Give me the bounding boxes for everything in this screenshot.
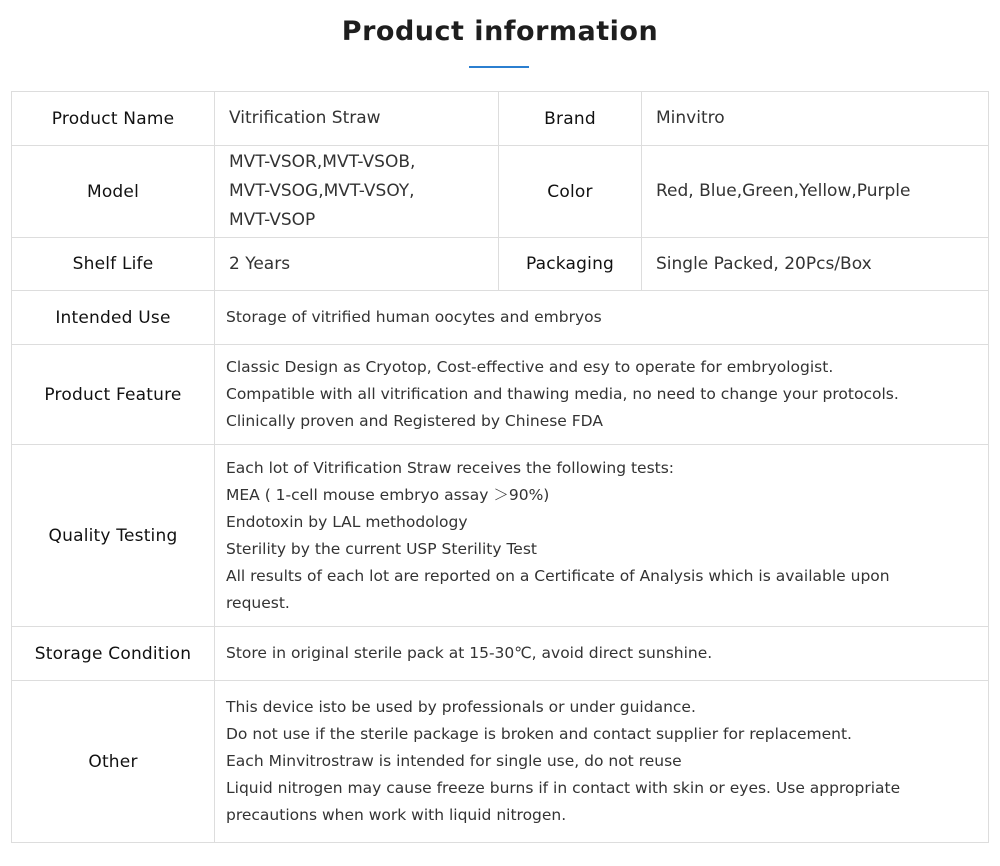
model-line: MVT-VSOP [229,210,316,230]
feature-line: Compatible with all vitrification and thawing media, no need to change your protocols. [226,385,899,403]
quality-line: MEA ( 1-cell mouse embryo assay ＞90%) [226,485,550,504]
other-line: Liquid nitrogen may cause freeze burns if in contact with skin or eyes. Use appropriate [226,779,901,797]
brand-label: Brand [499,92,642,146]
table-row [12,146,989,238]
packaging-value: Single Packed, 20Pcs/Box [642,238,989,291]
storage-condition-value: Store in original sterile pack at 15-30℃, avoid direct sunshine. [215,627,989,681]
shelf-life-value: 2 Years [215,238,499,291]
product-feature-value [215,345,989,445]
color-label: Color [499,146,642,238]
other-line: precautions when work with liquid nitrogen. [226,806,567,824]
table-row [12,291,989,345]
feature-line: Classic Design as Cryotop, Cost-effective and esy to operate for embryologist. [226,358,834,376]
brand-value: Minvitro [642,92,989,146]
table-row [12,681,989,843]
model-value [215,146,499,238]
table-row [12,445,989,627]
intended-use-value: Storage of vitrified human oocytes and embryos [215,291,989,345]
other-line: This device isto be used by professionals or under guidance. [226,698,696,716]
quality-line: Sterility by the current USP Sterility Test [226,539,537,558]
page-title: Product information [341,16,659,47]
table-row [12,345,989,445]
quality-line: Endotoxin by LAL methodology [226,512,468,531]
storage-condition-label: Storage Condition [12,627,215,681]
other-label: Other [12,681,215,843]
quality-line: All results of each lot are reported on a Certificate of Analysis which is available upon [226,566,890,585]
model-line: MVT-VSOR,MVT-VSOB, [229,152,416,172]
quality-testing-value [215,445,989,627]
quality-line: request. [226,593,290,612]
quality-testing-label: Quality Testing [12,445,215,627]
product-spec-table [11,91,989,843]
product-name-value: Vitrification Straw [215,92,499,146]
product-name-label: Product Name [12,92,215,146]
other-value [215,681,989,843]
table-row [12,92,989,146]
other-line: Each Minvitrostraw is intended for single use, do not reuse [226,752,682,770]
other-line: Do not use if the sterile package is broken and contact supplier for replacement. [226,725,852,743]
shelf-life-label: Shelf Life [12,238,215,291]
quality-line: Each lot of Vitrification Straw receives the following tests: [226,458,675,477]
intended-use-label: Intended Use [12,291,215,345]
packaging-label: Packaging [499,238,642,291]
product-feature-label: Product Feature [12,345,215,445]
feature-line: Clinically proven and Registered by Chinese FDA [226,412,603,430]
model-line: MVT-VSOG,MVT-VSOY, [229,181,415,201]
model-label: Model [12,146,215,238]
title-underline [469,66,529,68]
color-value: Red, Blue,Green,Yellow,Purple [642,146,989,238]
table-row [12,627,989,681]
table-row [12,238,989,291]
